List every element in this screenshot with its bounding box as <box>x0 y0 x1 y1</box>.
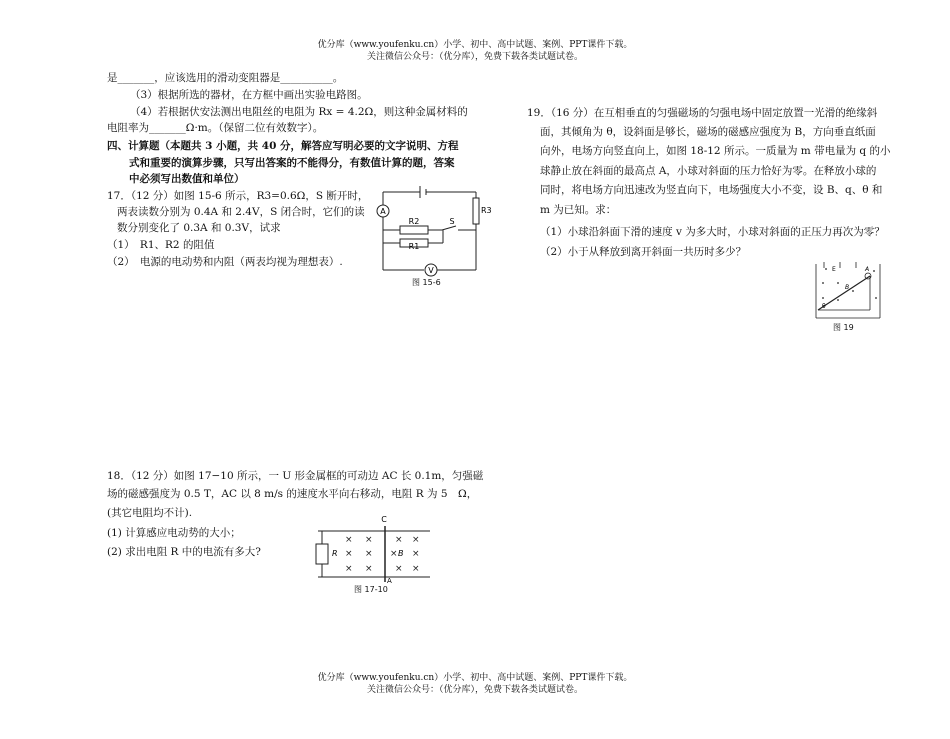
page-header-line1: 优分库（www.youfenku.cn）小学、初中、高中试题、案例、PPT课件下载。 <box>317 40 633 50</box>
section-heading: 式和重要的演算步骤，只写出答案的不能得分，有数值计算的题，答案 <box>129 157 455 169</box>
figure-caption: 图 17-10 <box>354 585 388 594</box>
ammeter-label: A <box>380 207 386 216</box>
figure-caption: 图 15-6 <box>412 278 441 287</box>
point-a-label: A <box>387 577 392 585</box>
resistor-r3-label: R3 <box>481 206 492 215</box>
resistor-r2-label: R2 <box>408 217 420 226</box>
svg-text:×: × <box>365 549 373 559</box>
question-19-text: （2）小于从释放到离开斜面一共历时多少？ <box>540 246 747 258</box>
question-19-text: 同时，将电场方向迅速改为竖直向下，电场强度大小不变，设 B、q、θ 和 <box>540 184 883 196</box>
resistor-label: R <box>332 549 338 558</box>
question-17-text: 两表读数分别为 0.4A 和 2.4V，S 闭合时，它们的读 <box>117 206 365 218</box>
question-17-text: 数分别变化了 0.3A 和 0.3V，试求 <box>117 222 281 234</box>
field-e-label: E <box>832 266 836 273</box>
svg-text:×: × <box>412 549 420 559</box>
section-heading: 中必须写出数值和单位） <box>129 173 245 185</box>
text-line: 是_______，应该选用的滑动变阻器是__________。 <box>107 72 344 84</box>
page-header-line2: 关注微信公众号：（优分库），免费下载各类试题试卷。 <box>366 52 583 62</box>
question-17-text: （1） R1、R2 的阻值 <box>107 239 215 251</box>
svg-text:×: × <box>365 564 373 574</box>
section-heading: 四、计算题（本题共 3 小题，共 40 分，解答应写明必要的文字说明、方程 <box>107 140 459 152</box>
question-17-text: （2） 电源的电动势和内阻（两表均视为理想表）. <box>107 256 343 268</box>
angle-label: θ <box>822 303 826 310</box>
field-label: B <box>398 549 404 558</box>
question-18-text: 场的磁感强度为 0.5 T，AC 以 8 m/s 的速度水平向右移动，电阻 R 为 5 Ω， <box>107 488 478 500</box>
svg-text:×: × <box>412 564 420 574</box>
field-b-label: B <box>845 284 850 291</box>
question-18-text: (1) 计算感应电动势的大小； <box>107 527 241 539</box>
question-19-text: （1）小球沿斜面下滑的速度 v 为多大时，小球对斜面的正压力再次为零？ <box>540 226 885 238</box>
svg-text:×: × <box>365 535 373 545</box>
question-19-text: 向外，电场方向竖直向上，如图 18-12 所示。一质量为 m 带电量为 q 的小 <box>540 145 891 157</box>
question-18-text: (其它电阻均不计). <box>107 507 193 519</box>
switch-label: S <box>449 217 455 226</box>
svg-text:×: × <box>345 549 353 559</box>
question-19-text: 面，其倾角为 θ，设斜面是够长，磁场的磁感应强度为 B，方向垂直纸面 <box>540 126 876 138</box>
svg-text:×: × <box>395 564 403 574</box>
question-19-text: 球静止放在斜面的最高点 A，小球对斜面的压力恰好为零。在释放小球的 <box>540 165 877 177</box>
voltmeter-label: V <box>428 266 434 275</box>
page-footer-line1: 优分库（www.youfenku.cn）小学、初中、高中试题、案例、PPT课件下载。 <box>317 673 633 683</box>
resistor-r1-label: R1 <box>408 242 420 251</box>
question-19-text: m 为已知。求： <box>540 204 617 216</box>
svg-text:×: × <box>345 564 353 574</box>
figure-caption: 图 19 <box>833 323 854 332</box>
svg-text:×: × <box>412 535 420 545</box>
text-line: （4）若根据伏安法测出电阻丝的电阻为 Rx = 4.2Ω，则这种金属材料的 <box>130 106 468 118</box>
point-c-label: C <box>381 515 387 524</box>
question-17-text: 17．（12 分）如图 15-6 所示，R3=0.6Ω，S 断开时， <box>107 190 369 202</box>
svg-text:×: × <box>345 535 353 545</box>
question-18-text: (2) 求出电阻 R 中的电流有多大? <box>107 546 261 558</box>
text-line: 电阻率为_______Ω·m。（保留二位有效数字）。 <box>107 122 324 134</box>
page-footer-line2: 关注微信公众号：（优分库），免费下载各类试题试卷。 <box>366 685 583 695</box>
question-19-text: 19．（16 分）在互相垂直的匀强磁场的匀强电场中固定放置一光滑的绝缘斜 <box>527 107 878 119</box>
svg-text:×: × <box>390 549 398 559</box>
text-line: （3）根据所选的器材，在方框中画出实验电路图。 <box>130 89 368 101</box>
svg-text:×: × <box>395 535 403 545</box>
point-a-label: A <box>865 266 870 273</box>
question-18-text: 18．（12 分）如图 17−10 所示，一 U 形金属框的可动边 AC 长 0.1m，匀强磁 <box>107 470 484 482</box>
